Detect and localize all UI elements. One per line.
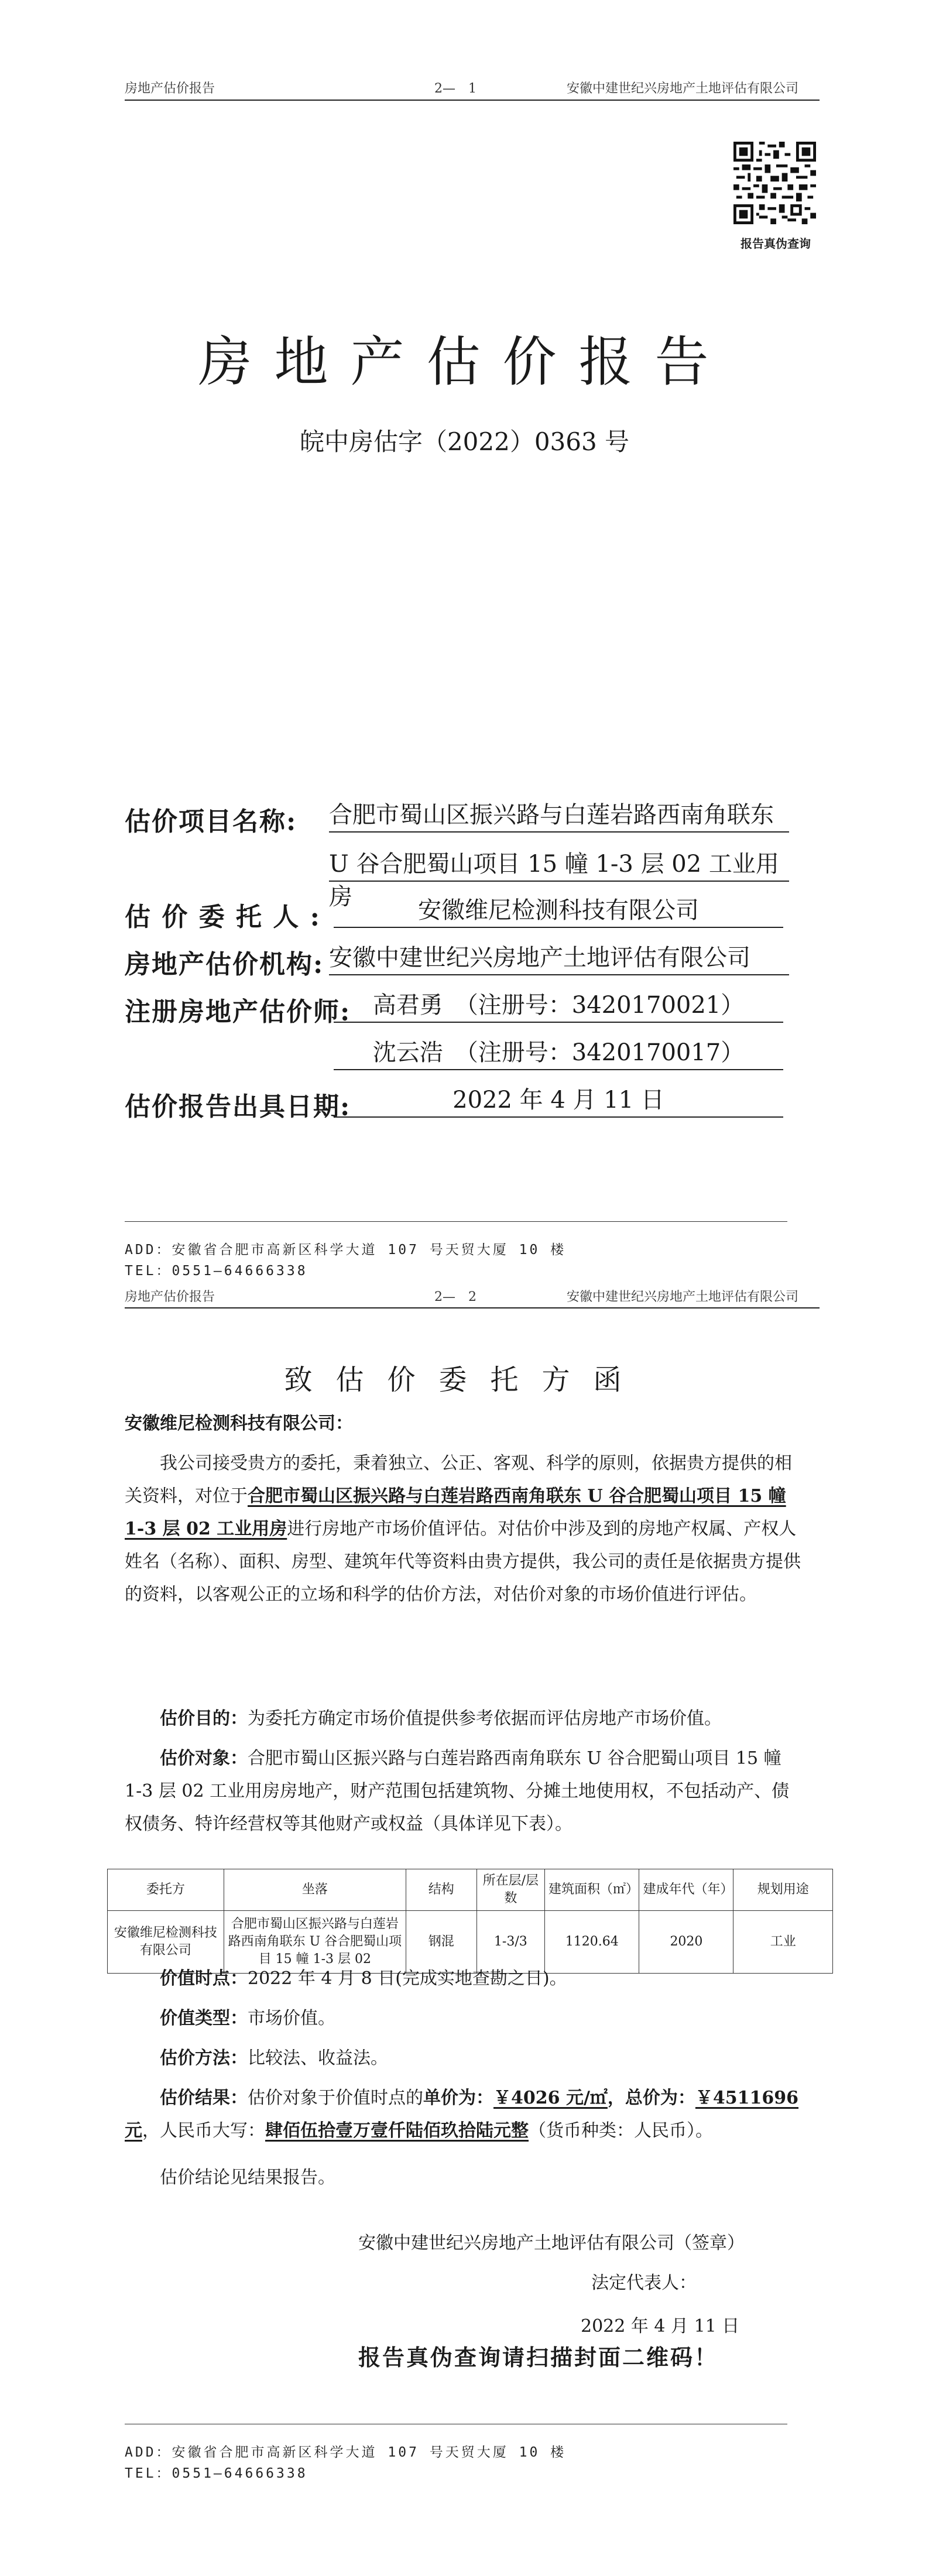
rmb-label: 人民币大写： (160, 2121, 265, 2141)
value-type-text: 市场价值。 (248, 2008, 335, 2029)
project-name-line2: U 谷合肥蜀山项目 15 幢 1-3 层 02 工业用房 (329, 848, 789, 882)
intro-before: 我公司接受贵方的委托，秉着独立、公正、客观、科学的原则，依据贵方提供的相关资料，对位于 (125, 1453, 792, 1506)
purpose-label: 估价目的： (160, 1708, 248, 1729)
page2-header-page-number: 2— 2 (434, 1290, 477, 1304)
intro-after: 进行房地产市场价值评估。对估价中涉及到的房地产权属、产权人姓名（名称）、面积、房型、建筑年代等资料由贵方提供，我公司的责任是依据贵方提供的资料，以客观公正的立场和科学的估价方法，对估价对象的市场价值进行评估。 (125, 1519, 801, 1605)
page1-footer-tel: TEL：0551—64666338 (125, 1263, 308, 1279)
qr-code-icon[interactable] (733, 142, 816, 224)
qr-caption: 报告真伪查询 (741, 237, 811, 251)
appraiser-label: 注册房地产估价师: (125, 997, 351, 1027)
page2-header-rule (125, 1307, 820, 1308)
client-label: 估 价 委 托 人 : (125, 902, 321, 932)
page1-footer-address: ADD：安徽省合肥市高新区科学大道 107 号天贸大厦 10 楼 (125, 1242, 567, 1258)
page1-header-page-number: 2— 1 (434, 81, 477, 96)
total-price-value: ￥4511696 元 (125, 2088, 799, 2141)
page1-header-right: 安徽中建世纪兴房地产土地评估有限公司 (567, 81, 799, 96)
table-cell: 2020 (639, 1911, 733, 1974)
conclusion-line: 估价结论见结果报告。 (160, 2167, 335, 2188)
table-cell: 工业 (733, 1911, 833, 1974)
agency-label: 房地产估价机构: (125, 950, 324, 979)
value-time-label: 价值时点： (160, 1968, 248, 1989)
report-title: 房地产估价报告 (198, 331, 731, 393)
client-value: 安徽维尼检测科技有限公司 (334, 894, 783, 928)
agency-value: 安徽中建世纪兴房地产土地评估有限公司 (329, 941, 789, 975)
project-name-line1: 合肥市蜀山区振兴路与白莲岩路西南角联东 (329, 799, 789, 833)
table-header: 坐落 (224, 1869, 406, 1911)
legal-representative: 法定代表人： (591, 2273, 697, 2293)
addressee: 安徽维尼检测科技有限公司： (125, 1413, 353, 1434)
purpose-paragraph (125, 1703, 804, 1735)
table-header: 建成年代（年） (639, 1869, 733, 1911)
table-header: 规划用途 (733, 1869, 833, 1911)
table-header-row (108, 1869, 833, 1911)
page2-header-right: 安徽中建世纪兴房地产土地评估有限公司 (567, 1290, 799, 1304)
method-line (125, 2042, 804, 2075)
total-price-label: ，总价为： (607, 2088, 695, 2108)
page2-header-left: 房地产估价报告 (125, 1290, 215, 1304)
page2-footer-address: ADD：安徽省合肥市高新区科学大道 107 号天贸大厦 10 楼 (125, 2445, 567, 2460)
result-label: 估价结果： (160, 2088, 248, 2108)
signer-company: 安徽中建世纪兴房地产土地评估有限公司（签章） (358, 2233, 745, 2253)
property-table (107, 1869, 833, 1974)
unit-price-label: 单价为： (423, 2088, 493, 2108)
issue-date-value: 2022 年 4 月 11 日 (334, 1084, 783, 1118)
table-cell: 1-3/3 (477, 1911, 544, 1974)
rmb-upper-value: 肆佰伍拾壹万壹仟陆佰玖拾陆元整 (265, 2121, 529, 2141)
sign-date: 2022 年 4 月 11 日 (581, 2316, 740, 2337)
page1-footer-rule (125, 1221, 787, 1222)
value-time-line (125, 1962, 804, 1995)
result-text: 估价对象于价值时点的 (248, 2088, 423, 2108)
value-type-line (125, 2002, 804, 2035)
intro-property: 合肥市蜀山区振兴路与白莲岩路西南角联东 U 谷合肥蜀山项目 15 幢 1-3 层 02 工业用房 (125, 1486, 786, 1539)
letter-title: 致估价委托方函 (284, 1364, 645, 1396)
table-cell: 安徽维尼检测科技有限公司 (108, 1911, 224, 1974)
method-label: 估价方法： (160, 2048, 248, 2068)
page2-footer-tel: TEL：0551—64666338 (125, 2466, 308, 2481)
verify-note: 报告真伪查询请扫描封面二维码！ (358, 2344, 719, 2371)
table-header: 结构 (406, 1869, 477, 1911)
method-text: 比较法、收益法。 (248, 2048, 388, 2068)
page1-header-left: 房地产估价报告 (125, 81, 215, 96)
object-paragraph (125, 1742, 804, 1841)
rmb-currency: （货币种类：人民币）。 (529, 2121, 713, 2141)
value-time-text: 2022 年 4 月 8 日(完成实地查勘之日)。 (248, 1968, 567, 1989)
value-type-label: 价值类型： (160, 2008, 248, 2029)
page1-header-rule (125, 100, 820, 101)
appraiser-1: 高君勇 （注册号：3420170021） (334, 989, 783, 1023)
issue-date-label: 估价报告出具日期: (125, 1092, 351, 1122)
report-number: 皖中房估字（2022）0363 号 (299, 427, 630, 456)
project-name-label: 估价项目名称: (125, 807, 297, 837)
table-header: 建筑面积（㎡） (544, 1869, 639, 1911)
table-cell: 钢混 (406, 1911, 477, 1974)
purpose-text: 为委托方确定市场价值提供参考依据而评估房地产市场价值。 (248, 1708, 722, 1729)
table-header: 委托方 (108, 1869, 224, 1911)
table-cell: 合肥市蜀山区振兴路与白莲岩路西南角联东 U 谷合肥蜀山项目 15 幢 1-3 层 02 (224, 1911, 406, 1974)
appraiser-2: 沈云浩 （注册号：3420170017） (334, 1036, 783, 1070)
table-header: 所在层/层数 (477, 1869, 544, 1911)
result-paragraph: 估价结果：估价对象于价值时点的单价为：￥4026 元/㎡，总价为：￥4511696 元，人民币大写：肆佰伍拾壹万壹仟陆佰玖拾陆元整（货币种类：人民币）。 (125, 2088, 799, 2141)
unit-price-value: ￥4026 元/㎡ (493, 2088, 608, 2108)
object-text: 合肥市蜀山区振兴路与白莲岩路西南角联东 U 谷合肥蜀山项目 15 幢 1-3 层 02 工业用房房地产，财产范围包括建筑物、分摊土地使用权，不包括动产、债权债务、特许经营权等其他财产或权益（具体详见下表）。 (125, 1748, 790, 1834)
intro-paragraph (125, 1447, 804, 1611)
table-cell: 1120.64 (544, 1911, 639, 1974)
object-label: 估价对象： (160, 1748, 248, 1769)
